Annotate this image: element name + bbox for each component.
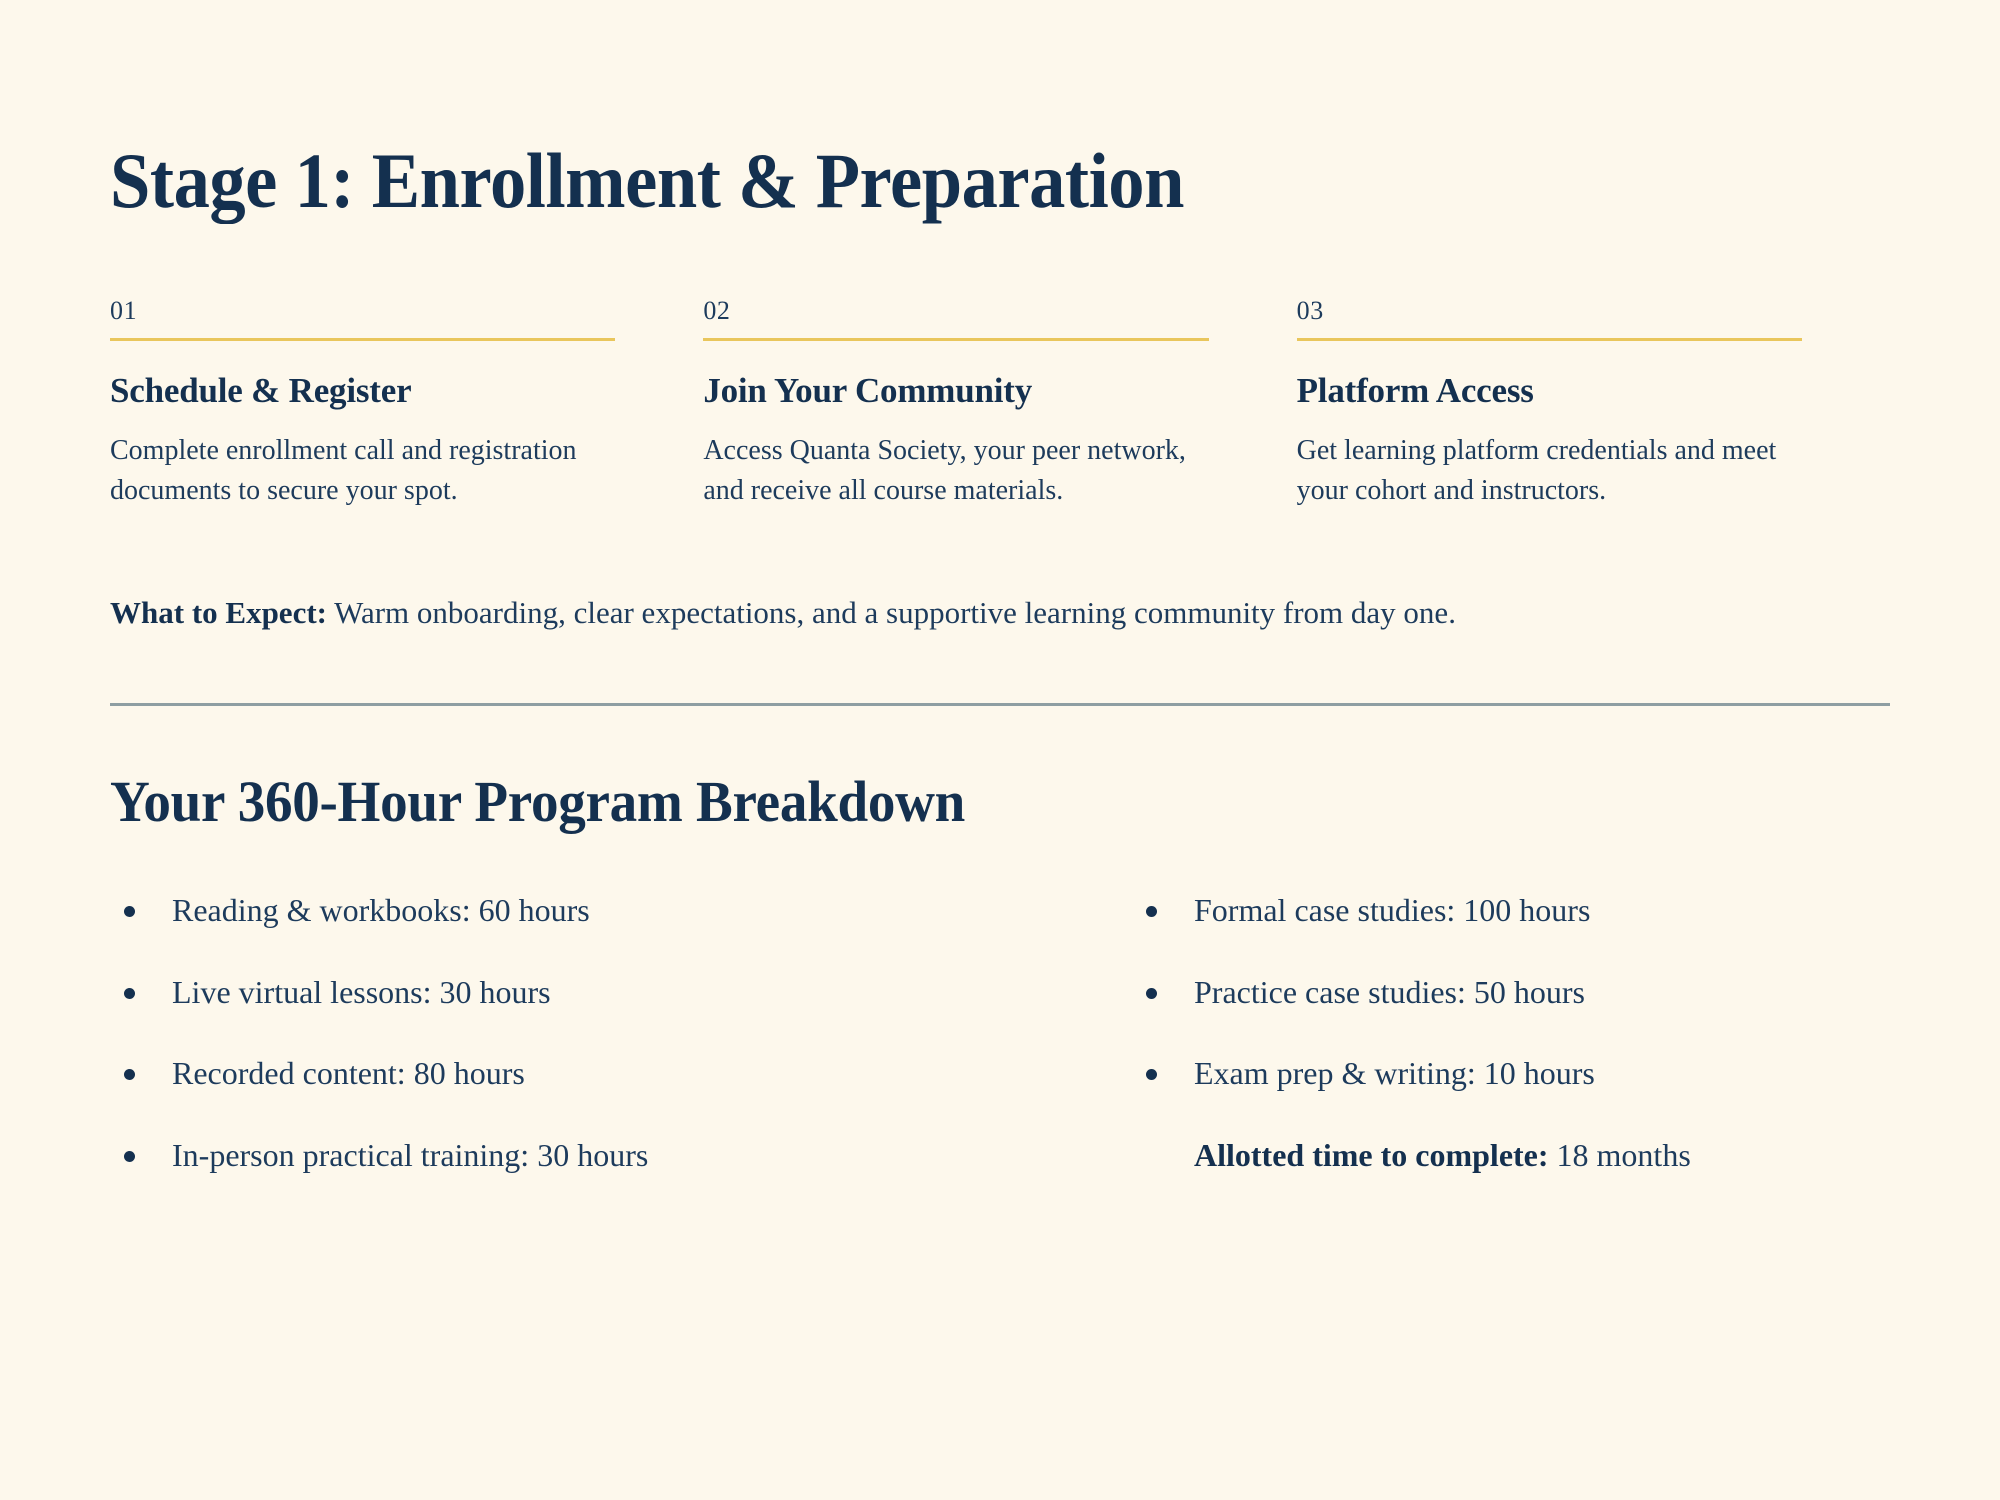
breakdown-right-column (1000, 891, 1890, 1217)
breakdown-left-list (110, 891, 1000, 1174)
allotted-time-value: 18 months (1548, 1136, 1691, 1173)
allotted-time-label: Allotted time to complete: (1194, 1136, 1549, 1173)
step-card-01 (110, 295, 703, 511)
step-description: Complete enrollment call and registration documents to secure your spot. (110, 435, 577, 506)
list-item: Practice case studies: 50 hours (1132, 973, 1890, 1011)
list-item: Recorded content: 80 hours (110, 1054, 1000, 1092)
breakdown-columns (110, 891, 1890, 1217)
step-description: Access Quanta Society, your peer network, and receive all course materials. (703, 435, 1186, 506)
what-to-expect-label: What to Expect: (110, 594, 327, 630)
step-number: 01 (110, 295, 138, 325)
list-item: Formal case studies: 100 hours (1132, 891, 1890, 929)
step-rule (1297, 338, 1802, 341)
step-description: Get learning platform credentials and meet your cohort and instructors. (1296, 435, 1777, 506)
breakdown-right-list (1132, 891, 1890, 1092)
step-number: 03 (1296, 295, 1324, 325)
step-title: Schedule & Register (110, 370, 412, 410)
steps-row (110, 295, 1890, 511)
breakdown-title: Your 360-Hour Program Breakdown (110, 768, 965, 834)
step-rule (703, 338, 1208, 341)
step-card-02 (703, 295, 1296, 511)
page-title: Stage 1: Enrollment & Preparation (110, 137, 1185, 224)
what-to-expect-text: Warm onboarding, clear expectations, and a supportive learning community from day one. (326, 594, 1456, 630)
breakdown-left-column (110, 891, 1000, 1217)
list-item: Live virtual lessons: 30 hours (110, 973, 1000, 1011)
step-rule (110, 338, 615, 341)
step-title: Platform Access (1296, 370, 1534, 410)
step-card-03 (1296, 295, 1890, 511)
list-item: Exam prep & writing: 10 hours (1132, 1054, 1890, 1092)
what-to-expect (110, 589, 1890, 637)
step-title: Join Your Community (703, 370, 1033, 410)
allotted-time (1132, 1136, 1890, 1174)
list-item: Reading & workbooks: 60 hours (110, 891, 1000, 929)
list-item: In-person practical training: 30 hours (110, 1136, 1000, 1174)
step-number: 02 (703, 295, 731, 325)
